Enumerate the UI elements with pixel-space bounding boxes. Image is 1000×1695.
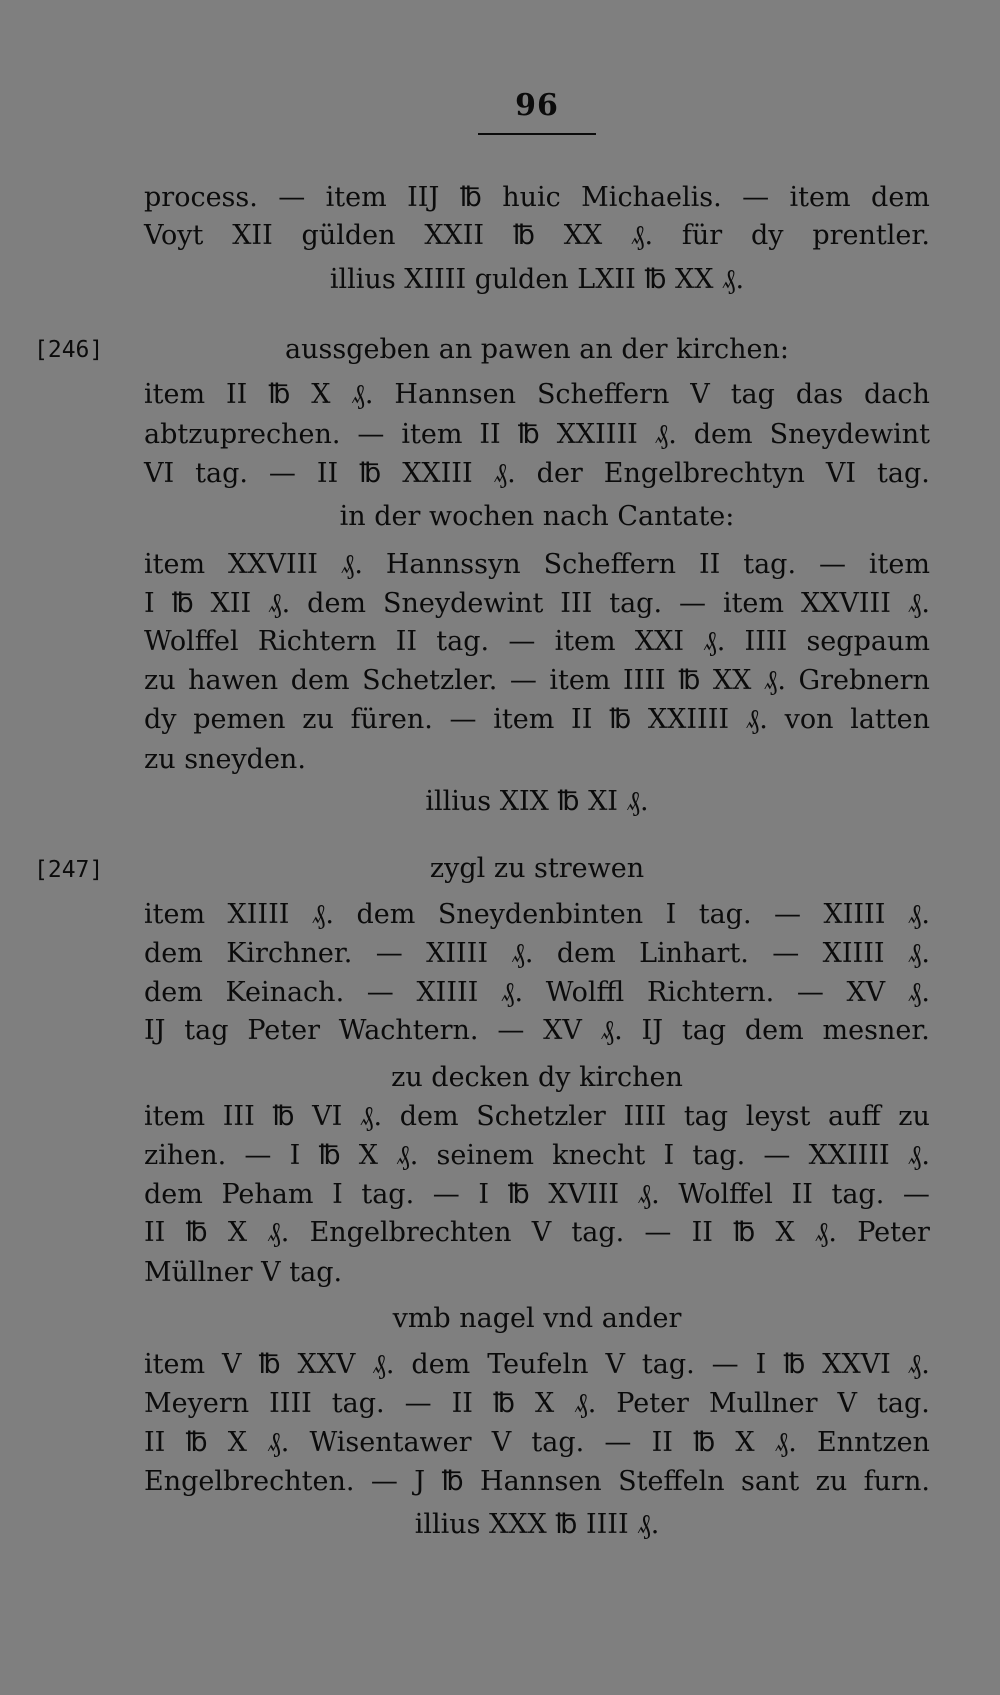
text-line: item V ℔ XXV ₰. dem Teufeln V tag. — I ℔ XXVI ₰. — [144, 1349, 930, 1380]
page-number: 96 — [515, 88, 559, 123]
text-line: II ℔ X ₰. Engelbrechten V tag. — II ℔ X ₰. Peter — [144, 1217, 930, 1248]
text-line: item II ℔ X ₰. Hannsen Scheffern V tag das dach — [144, 379, 930, 410]
text-line: dem Keinach. — XIIII ₰. Wolffl Richtern. — XV ₰. — [144, 977, 930, 1008]
text-line: Engelbrechten. — J ℔ Hannsen Steffeln sant zu furn. — [144, 1466, 930, 1497]
text-line: Müllner V tag. — [144, 1257, 343, 1288]
section-heading: zygl zu strewen — [429, 853, 645, 884]
text-line: Wolffel Richtern II tag. — item XXI ₰. IIII segpaum — [144, 626, 930, 657]
text-line: zihen. — I ℔ X ₰. seinem knecht I tag. — XXIIII ₰. — [144, 1140, 930, 1171]
total-line: illius XIX ℔ XI ₰. — [425, 786, 649, 817]
text-line: dem Peham I tag. — I ℔ XVIII ₰. Wolffel II tag. — — [144, 1179, 930, 1210]
section-heading: aussgeben an pawen an der kirchen: — [285, 334, 789, 365]
text-line: zu hawen dem Schetzler. — item IIII ℔ XX ₰. Grebnern — [144, 665, 930, 696]
total-line: illius XIIII gulden LXII ℔ XX ₰. — [329, 264, 745, 295]
text-line: item III ℔ VI ₰. dem Schetzler IIII tag leyst auff zu — [144, 1101, 930, 1132]
section-heading: vmb nagel vnd ander — [392, 1303, 682, 1334]
text-line: II ℔ X ₰. Wisentawer V tag. — II ℔ X ₰. Enntzen — [144, 1427, 930, 1458]
text-line: abtzuprechen. — item II ℔ XXIIII ₰. dem Sneydewint — [144, 419, 930, 450]
text-line: dem Kirchner. — XIIII ₰. dem Linhart. — XIIII ₰. — [144, 938, 930, 969]
total-line: illius XXX ℔ IIII ₰. — [414, 1509, 660, 1540]
text-line: dy pemen zu füren. — item II ℔ XXIIII ₰. von latten — [144, 704, 930, 735]
section-marker-246: [246] — [34, 337, 104, 363]
text-line: item XXVIII ₰. Hannssyn Scheffern II tag. — item — [144, 549, 930, 580]
section-heading: in der wochen nach Cantate: — [339, 501, 735, 532]
page-number-rule — [478, 133, 596, 135]
text-line: Meyern IIII tag. — II ℔ X ₰. Peter Mullner V tag. — [144, 1388, 930, 1419]
section-marker-247: [247] — [34, 857, 104, 883]
text-line: process. — item IIJ ℔ huic Michaelis. — item dem — [144, 182, 930, 213]
text-line: VI tag. — II ℔ XXIII ₰. der Engelbrechtyn VI tag. — [144, 458, 930, 489]
text-line: Voyt XII gülden XXII ℔ XX ₰. für dy prentler. — [144, 220, 930, 251]
text-line: IJ tag Peter Wachtern. — XV ₰. IJ tag dem mesner. — [144, 1015, 930, 1046]
text-line: zu sneyden. — [144, 744, 306, 775]
section-heading: zu decken dy kirchen — [391, 1062, 683, 1093]
text-line: I ℔ XII ₰. dem Sneydewint III tag. — item XXVIII ₰. — [144, 588, 930, 619]
text-line: item XIIII ₰. dem Sneydenbinten I tag. — XIIII ₰. — [144, 899, 930, 930]
